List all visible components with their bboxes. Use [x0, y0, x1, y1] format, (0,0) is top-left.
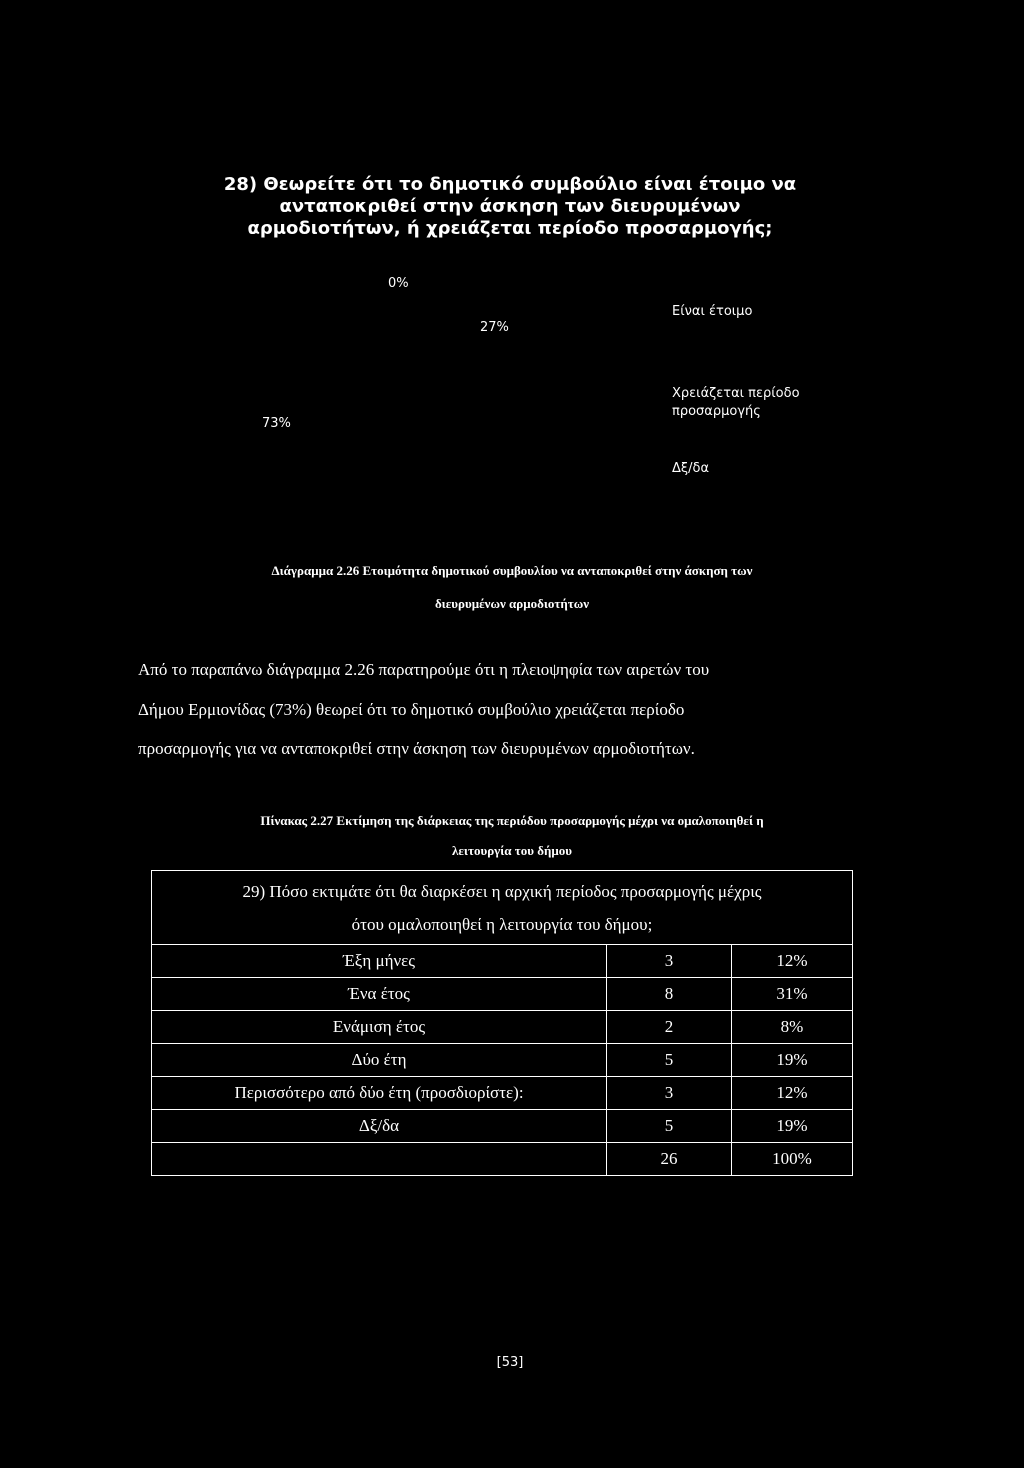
table-question: [152, 871, 853, 945]
table-header-row: [152, 871, 853, 945]
pie-slice-0: [460, 270, 570, 394]
paragraph-line1: Από το παραπάνω διάγραμμα 2.26 παρατηρούμε ότι η πλειοψηφία των αιρετών του: [138, 660, 710, 679]
pie-label-73pct: 73%: [262, 416, 291, 431]
row-label: Ενάμιση έτος: [152, 1011, 607, 1044]
paragraph-line3: προσαρμογής για να ανταποκριθεί στην άσκηση των διευρυμένων αρμοδιοτήτων.: [138, 739, 695, 758]
table-row: [152, 978, 853, 1011]
row-label: Δύο έτη: [152, 1044, 607, 1077]
chart-title: 28) Θεωρείτε ότι το δημοτικό συμβούλιο είναι έτοιμο να ανταποκριθεί στην άσκηση των διευρυμένων αρμοδιοτήτων, ή χρειάζεται περίοδο προσαρμογής;: [223, 174, 797, 239]
row-count: 2: [607, 1011, 732, 1044]
table-row: [152, 945, 853, 978]
row-percent: 8%: [732, 1011, 853, 1044]
pie-chart: [0, 0, 1024, 520]
row-percent: 19%: [732, 1110, 853, 1143]
row-count: 8: [607, 978, 732, 1011]
row-label: [152, 1143, 607, 1176]
table-row: [152, 1044, 853, 1077]
row-percent: 12%: [732, 945, 853, 978]
paragraph-line2: Δήμου Ερμιονίδας (73%) θεωρεί ότι το δημοτικό συμβούλιο χρειάζεται περίοδο: [138, 700, 685, 719]
pie-label-27pct: 27%: [480, 320, 509, 335]
table-row: [152, 1077, 853, 1110]
row-label: Περισσότερο από δύο έτη (προσδιορίστε):: [152, 1077, 607, 1110]
row-percent: 12%: [732, 1077, 853, 1110]
table-question-line2: ότου ομαλοποιηθεί η λειτουργία του δήμου;: [351, 914, 653, 934]
figure-caption-line2: διευρυμένων αρμοδιοτήτων: [434, 596, 590, 611]
page-number: [53]: [496, 1355, 524, 1370]
table-caption-line1: Πίνακας 2.27 Εκτίμηση της διάρκειας της περιόδου προσαρμογής μέχρι να ομαλοποιηθεί η: [260, 813, 764, 828]
pie-label-0pct: 0%: [388, 276, 409, 291]
legend-item-ready: Είναι έτοιμο: [672, 304, 753, 319]
row-label: Έξη μήνες: [152, 945, 607, 978]
row-count: 3: [607, 1077, 732, 1110]
row-count: 5: [607, 1044, 732, 1077]
row-count: 26: [607, 1143, 732, 1176]
row-label: Ένα έτος: [152, 978, 607, 1011]
figure-caption-line1: Διάγραμμα 2.26 Ετοιμότητα δημοτικού συμβουλίου να ανταποκριθεί στην άσκηση των: [271, 563, 753, 578]
legend-item-dk: Δξ/δα: [672, 461, 710, 476]
survey-table: [151, 870, 853, 1176]
row-percent: 19%: [732, 1044, 853, 1077]
row-count: 5: [607, 1110, 732, 1143]
table-row: [152, 1011, 853, 1044]
row-count: 3: [607, 945, 732, 978]
row-label: Δξ/δα: [152, 1110, 607, 1143]
legend-item-needs-adjustment: Χρειάζεται περίοδο προσαρμογής: [672, 386, 800, 419]
table-total-row: [152, 1143, 853, 1176]
table-caption-line2: λειτουργία του δήμου: [451, 843, 573, 858]
table-question-line1: 29) Πόσο εκτιμάτε ότι θα διαρκέσει η αρχική περίοδος προσαρμογής μέχρις: [242, 881, 762, 901]
table-row: [152, 1110, 853, 1143]
row-percent: 31%: [732, 978, 853, 1011]
row-percent: 100%: [732, 1143, 853, 1176]
